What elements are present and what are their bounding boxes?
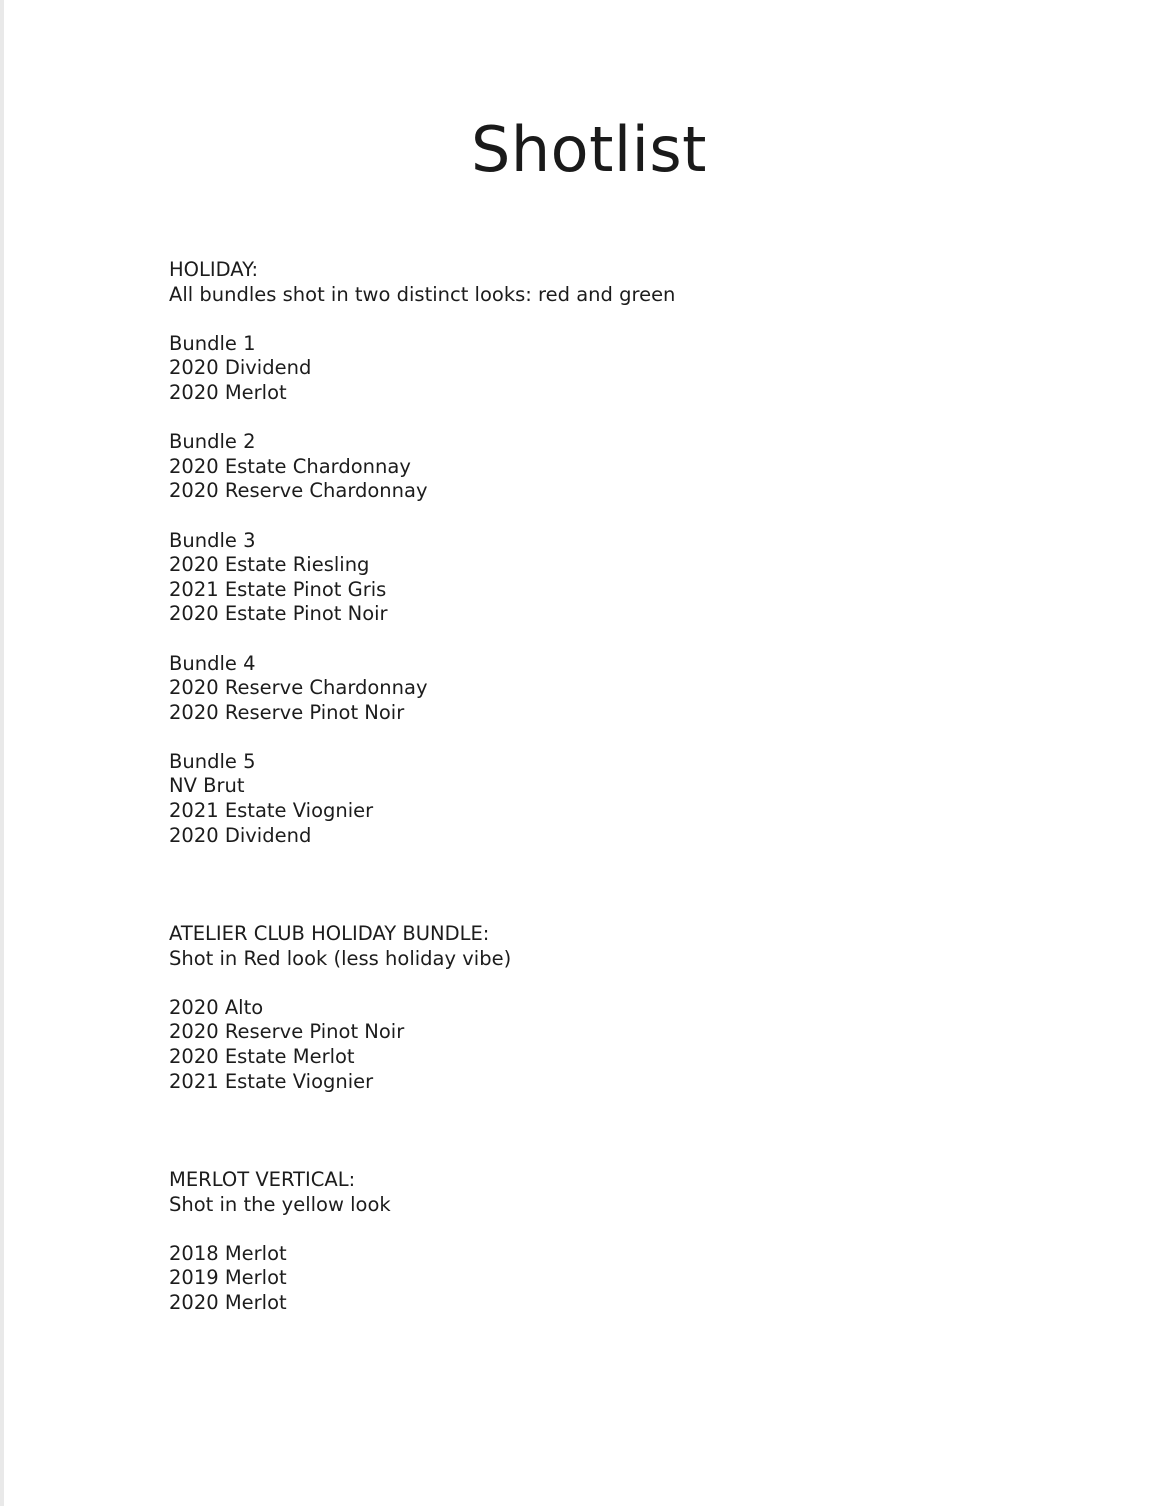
list-item: 2020 Dividend xyxy=(169,356,312,380)
bundle-2 xyxy=(169,430,1069,504)
bundle-name: Bundle 1 xyxy=(169,331,256,355)
bundle-4 xyxy=(169,652,1069,726)
shotlist-content xyxy=(169,258,1069,1316)
list-item: 2020 Merlot xyxy=(169,380,287,404)
bundle-name: Bundle 3 xyxy=(169,528,256,552)
list-item: NV Brut xyxy=(169,774,245,798)
list-item: 2020 Reserve Chardonnay xyxy=(169,676,428,700)
section-atelier-club xyxy=(169,922,1069,1094)
bundle-5 xyxy=(169,750,1069,848)
document-page xyxy=(4,0,1174,1506)
list-item: 2021 Estate Viognier xyxy=(169,799,374,823)
list-item: 2020 Estate Chardonnay xyxy=(169,454,411,478)
section-holiday xyxy=(169,258,1069,848)
bundle-name: Bundle 4 xyxy=(169,651,256,675)
bundle-1 xyxy=(169,332,1069,406)
section-merlot-vertical xyxy=(169,1168,1069,1316)
list-item: 2020 Reserve Pinot Noir xyxy=(169,1020,405,1044)
list-item: 2019 Merlot xyxy=(169,1266,287,1290)
list-item: 2020 Alto xyxy=(169,995,264,1019)
bundle-3 xyxy=(169,529,1069,627)
section-note: Shot in Red look (less holiday vibe) xyxy=(169,946,512,970)
section-heading: MERLOT VERTICAL: xyxy=(169,1168,356,1191)
bundle-name: Bundle 2 xyxy=(169,430,256,454)
list-item: 2020 Estate Riesling xyxy=(169,553,370,577)
section-heading: ATELIER CLUB HOLIDAY BUNDLE: xyxy=(169,922,490,946)
section-heading: HOLIDAY: xyxy=(169,258,259,281)
list-item: 2021 Estate Pinot Gris xyxy=(169,577,387,601)
bundle-name: Bundle 5 xyxy=(169,749,256,773)
section-note: All bundles shot in two distinct looks: red and green xyxy=(169,282,676,306)
list-item: 2018 Merlot xyxy=(169,1241,287,1265)
list-item: 2020 Reserve Pinot Noir xyxy=(169,700,405,724)
list-item: 2020 Estate Merlot xyxy=(169,1045,355,1069)
list-item: 2020 Merlot xyxy=(169,1290,287,1314)
list-item: 2021 Estate Viognier xyxy=(169,1069,374,1093)
list-item: 2020 Reserve Chardonnay xyxy=(169,479,428,503)
page-title: Shotlist xyxy=(471,113,707,186)
list-item: 2020 Estate Pinot Noir xyxy=(169,602,388,626)
section-note: Shot in the yellow look xyxy=(169,1192,391,1216)
list-item: 2020 Dividend xyxy=(169,823,312,847)
